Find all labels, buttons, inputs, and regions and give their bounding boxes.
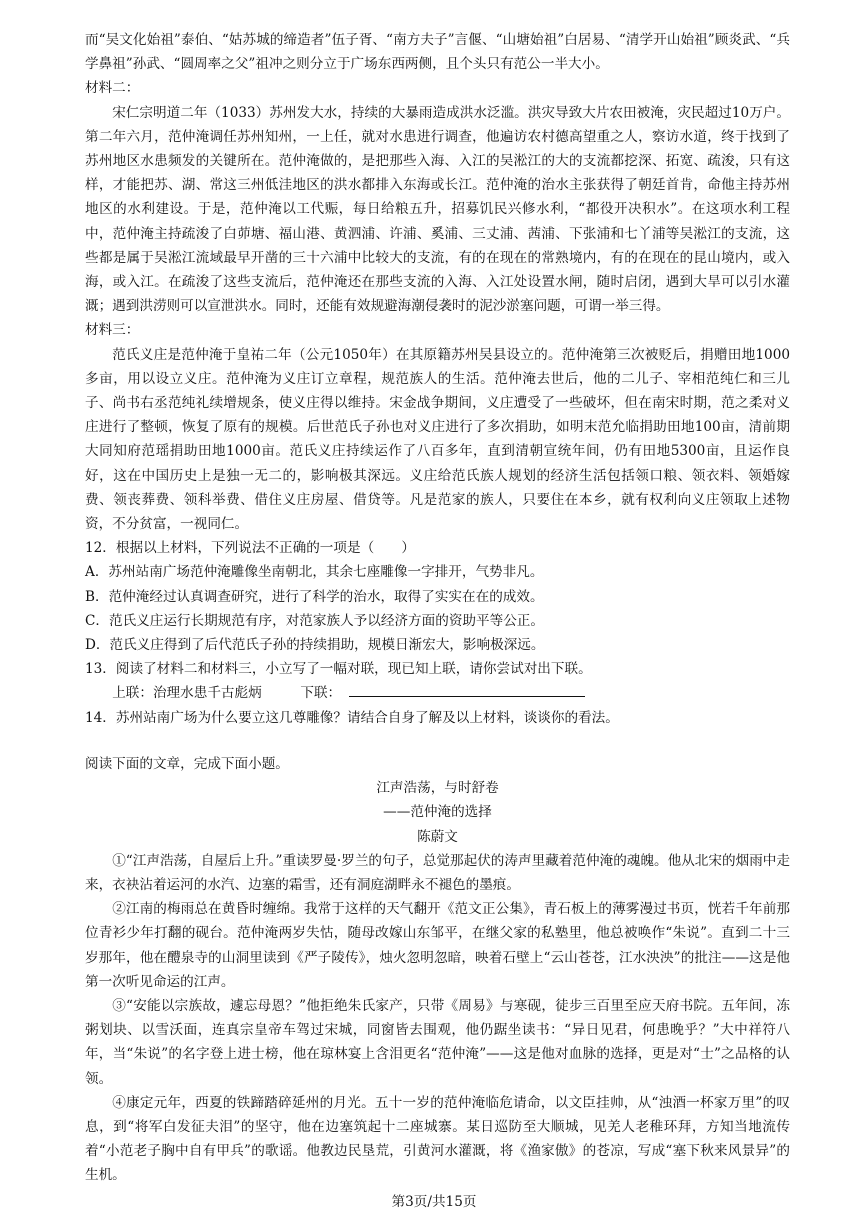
reading-intro: 阅读下面的文章，完成下面小题。	[85, 755, 289, 772]
document-page	[85, 28, 790, 1188]
answer-blank[interactable]	[349, 682, 585, 697]
material2-text: 宋仁宗明道二年（1033）苏州发大水，持续的大暴雨造成洪水泛滥。洪灾导致大片农田被淹，灾民超过10万户。第二年六月，范仲淹调任苏州知州，一上任，就对水患进行调查，他遍访农村德高望重之人，察访水道，终于找到了苏州地区水患频发的关键所在。范仲淹做的，是把那些入海、入江的吴淞江的大的支流都挖深、拓宽、疏浚，只有这样，才能把苏、湖、常这三州低洼地区的洪水都排入东海或长江。范仲淹的治水主张获得了朝廷首肯，命他主持苏州地区的水利建设。于是，范仲淹以工代赈，每日给粮五升，招募饥民兴修水利，“都役开决积水”。在这项水利工程中，范仲淹主持疏浚了白茆塘、福山港、黄泗浦、许浦、奚浦、三丈浦、茜浦、下张浦和七丫浦等吴淞江的支流，这些都是属于吴淞江流域最早开凿的三十六浦中比较大的支流，有的在现在的常熟境内，有的在现在的昆山境内，或入海，或入江。在疏浚了这些支流后，范仲淹还在那些支流的入海、入江处设置水闸，随时启闭，遇到大旱可以引水灌溉；遇到洪涝则可以宣泄洪水。同时，还能有效规避海潮侵袭时的泥沙淤塞问题，可谓一举三得。	[85, 104, 790, 315]
article-paragraph-3: ③“安能以宗族故，遽忘母恩？”他拒绝朱氏家产，只带《周易》与寒砚，徒步三百里至应天府书院。五年间，冻粥划块、以雪沃面，连真宗皇帝车驾过宋城，同窗皆去围观，他仍踞坐读书：“异日见君，何患晚乎？”大中祥符八年，当“朱说”的名字登上进士榜，他在琼林宴上含泪更名“范仲淹”——这是他对血脉的选择，更是对“士”之品格的认领。	[85, 997, 790, 1087]
article-title: 江声浩荡，与时舒卷	[376, 780, 499, 797]
material2-heading: 材料二：	[85, 80, 140, 97]
material3-heading: 材料三：	[85, 322, 140, 339]
article-subtitle: ——范仲淹的选择	[383, 804, 492, 821]
article-paragraph-4: ④康定元年，西夏的铁蹄踏碎延州的月光。五十一岁的范仲淹临危请命，以文臣挂帅，从“浊酒一杯家万里”的叹息，到“将军白发征夫泪”的坚守，他在边塞筑起十二座城寨。某日巡防至大顺城，见羌人老稚环拜，方知当地流传着“小范老子胸中自有甲兵”的歌谣。他教边民垦荒，引黄河水灌溉，将《渔家傲》的苍凉，写成“塞下秋来风景异”的生机。	[85, 1094, 790, 1184]
q12-option-a: A．苏州站南广场范仲淹雕像坐南朝北，其余七座雕像一字排开，气势非凡。	[85, 564, 544, 581]
question-12: 12．根据以上材料，下列说法不正确的一项是（ ）	[85, 540, 415, 557]
article-paragraph-2: ②江南的梅雨总在黄昏时缠绵。我常于这样的天气翻开《范文正公集》，青石板上的薄雾漫过书页，恍若千年前那位青衫少年打翻的砚台。范仲淹两岁失怙，随母改嫁山东邹平，在继父家的私塾里，他总被唤作“朱说”。直到二十三岁那年，他在醴泉寺的山洞里读到《严子陵传》，烛火忽明忽暗，映着石壁上“云山苍苍，江水泱泱”的批注——这是他第一次听见命运的江声。	[85, 901, 790, 990]
page-footer: 第3页/共15页	[391, 1194, 477, 1210]
article-paragraph-1: ①“江声浩荡，自屋后上升。”重读罗曼·罗兰的句子，总觉那起伏的涛声里藏着范仲淹的魂魄。他从北宋的烟雨中走来，衣袂沾着运河的水汽、边塞的霜雪，还有洞庭湖畔永不褪色的墨痕。	[85, 852, 790, 893]
couplet-upper: 上联：治理水患千古彪炳	[112, 685, 262, 702]
question-14: 14．苏州站南广场为什么要立这几尊雕像？请结合自身了解及以上材料，谈谈你的看法。	[85, 709, 619, 726]
paragraph-top: 而“吴文化始祖”泰伯、“姑苏城的缔造者”伍子胥、“南方夫子”言偃、“山塘始祖”白居易、“清学开山始祖”顾炎武、“兵学鼻祖”孙武、“圆周率之父”祖冲之则分立于广场东西两侧，且个头只有范公一半大小。	[85, 32, 790, 73]
couplet-lower-label: 下联：	[300, 685, 342, 702]
material3-text: 范氏义庄是范仲淹于皇祐二年（公元1050年）在其原籍苏州吴县设立的。范仲淹第三次被贬后，捐赠田地1000多亩，用以设立义庄。范仲淹为义庄订立章程，规范族人的生活。范仲淹去世后，他的二儿子、宰相范纯仁和三儿子、尚书右丞范纯礼续增规条，使义庄得以维持。宋金战争期间，义庄遭受了一些破坏，但在南宋时期，范之柔对义庄进行了整顿，恢复了原有的规模。后世范氏子孙也对义庄进行了多次捐助，如明末范允临捐助田地100亩，清前期大同知府范瑶捐助田地1000亩。范氏义庄持续运作了八百多年，直到清朝宣统年间，仍有田地5300亩，且运作良好，这在中国历史上是独一无二的，影响极其深远。义庄给范氏族人规划的经济生活包括领口粮、领衣料、领婚嫁费、领丧葬费、领科举费、借住义庄房屋、借贷等。凡是范家的族人，只要住在本乡，就有权利向义庄领取上述物资，不分贫富，一视同仁。	[85, 346, 790, 533]
q12-option-c: C．范氏义庄运行长期规范有序，对范家族人予以经济方面的资助平等公正。	[85, 612, 544, 629]
q12-option-b: B．范仲淹经过认真调查研究，进行了科学的治水，取得了实实在在的成效。	[85, 588, 544, 605]
couplet-line	[85, 681, 790, 705]
question-13: 13．阅读了材料二和材料三，小立写了一幅对联，现已知上联，请你尝试对出下联。	[85, 661, 592, 678]
q12-option-d: D．范氏义庄得到了后代范氏子孙的持续捐助，规模日渐宏大，影响极深远。	[85, 637, 545, 654]
article-author: 陈蔚文	[417, 828, 458, 845]
